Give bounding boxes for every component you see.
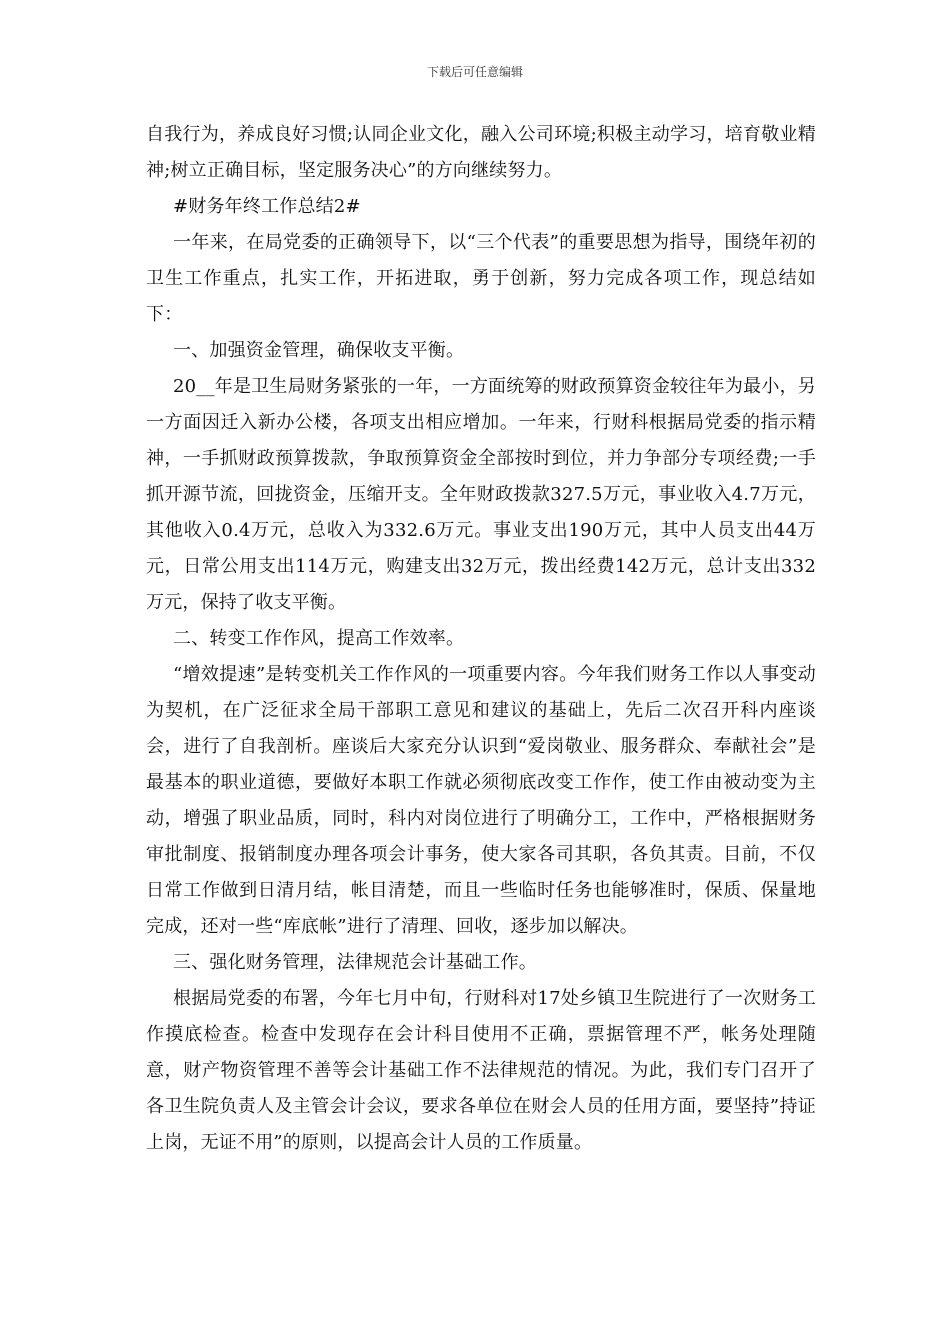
heading-one: 一、加强资金管理，确保收支平衡。 [173, 340, 465, 361]
heading-three: 三、强化财务管理，法律规范会计基础工作。 [173, 952, 537, 973]
section-title: #财务年终工作总结2# [173, 196, 361, 217]
paragraph-continuation: 自我行为，养成良好习惯;认同企业文化，融入公司环境;积极主动学习，培育敬业精神;树立正确目标，坚定服务决心”的方向继续努力。 [146, 124, 816, 181]
paragraph-funds: 20__年是卫生局财务紧张的一年，一方面统筹的财政预算资金较往年为最小，另一方面因迁入新办公楼，各项支出相应增加。一年来，行财科根据局党委的指示精神，一手抓财政预算拨款，争取预算资金全部按时到位，并力争部分专项经费;一手抓开源节流，回拢资金，压缩开支。全年财政拨款327.5万元，事业收入4.7万元，其他收入0.4万元，总收入为332.6万元。事业支出190万元，其中人员支出44万元，日常公用支出114万元，购建支出32万元，拨出经费142万元，总计支出332万元，保持了收支平衡。 [146, 376, 816, 613]
page-header-note: 下载后可任意编辑 [426, 65, 523, 79]
heading-two: 二、转变工作作风，提高工作效率。 [173, 628, 465, 649]
paragraph-accounting: 根据局党委的布署，今年七月中旬，行财科对17处乡镇卫生院进行了一次财务工作摸底检查。检查中发现存在会计科目使用不正确，票据管理不严，帐务处理随意，财产物资管理不善等会计基础工作不法律规范的情况。为此，我们专门召开了各卫生院负责人及主管会计会议，要求各单位在财会人员的任用方面，要坚持”持证上岗，无证不用”的原则，以提高会计人员的工作质量。 [146, 988, 816, 1153]
paragraph-intro: 一年来，在局党委的正确领导下，以“三个代表”的重要思想为指导，围绕年初的卫生工作重点，扎实工作，开拓进取，勇于创新，努力完成各项工作，现总结如下： [146, 232, 816, 325]
paragraph-work-style: “增效提速”是转变机关工作作风的一项重要内容。今年我们财务工作以人事变动为契机，在广泛征求全局干部职工意见和建议的基础上，先后二次召开科内座谈会，进行了自我剖析。座谈后大家充分认识到“爱岗敬业、服务群众、奉献社会”是最基本的职业道德，要做好本职工作就必须彻底改变工作作，使工作由被动变为主动，增强了职业品质，同时，科内对岗位进行了明确分工，工作中，严格根据财务审批制度、报销制度办理各项会计事务，使大家各司其职，各负其责。目前，不仅日常工作做到日清月结，帐目清楚，而且一些临时任务也能够准时，保质、保量地完成，还对一些“库底帐”进行了清理、回收，逐步加以解决。 [146, 664, 816, 937]
document-body [146, 117, 816, 1161]
